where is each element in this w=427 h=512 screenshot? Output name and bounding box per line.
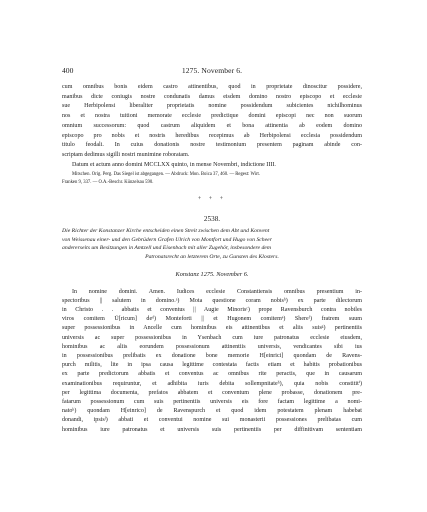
text-line: cum omnibus bonis eidem castro attinentibus, quod in proprietate dinoscitur possidere, bbox=[62, 84, 362, 90]
source-notes bbox=[62, 171, 362, 186]
note-line: Mitschen. Orig. Perg. Das Siegel ist abgegangen. — Abdruck: Mon. Boica 37, 460. — Regest: Wirt. bbox=[72, 172, 261, 178]
charter-text bbox=[62, 83, 362, 170]
section-divider: + + + bbox=[197, 196, 227, 203]
document-summary bbox=[62, 227, 362, 261]
text-line: donandi, ipsisˡ) abbati et conventui nomine sui monasterii possessiones prelibatas cum bbox=[62, 417, 362, 424]
summary-line: andererseits um Besitzungen in Amtzell und Eisenbach mit aller Zugehör, insbesondere dem bbox=[62, 245, 271, 252]
text-line: hominibus iure patronatus et universis suis pertinentiis per diffinitivam sententiam bbox=[62, 426, 362, 433]
text-line: spectoribus || salutem in domino.ᵃ) Mota questione coram nobisᵇ) ex parte dilectorum bbox=[62, 297, 362, 304]
text-line: examinationibus requiruntur, et adhibita iuris debita sollempnitateʰ), quia nobis constititⁱ) bbox=[62, 380, 362, 387]
text-line: universis ac super possessionibus in Ysenbach cum iure patronatus ecclesie eiusdem, bbox=[62, 334, 362, 341]
document-number: 2538. bbox=[203, 215, 221, 224]
text-line: per legittima documenta, prefatos abbatem et conventum plene probasse, donationem pre- bbox=[62, 389, 362, 396]
summary-line: Patronatsrecht an letzterem Orte, zu Gunsten des Klosters. bbox=[145, 253, 279, 260]
running-title: 1275. November 6. bbox=[181, 66, 243, 75]
text-line: scriptam dedimus sigilli nostri munimine roboratam. bbox=[62, 151, 190, 158]
text-line: nos et nostra tuitioni memorate ecclesie predictique domini episcopi nec non suorum bbox=[62, 113, 362, 120]
text-line: in possessionibus prelibatis ex donatione bone memorie H[einrici] quondam de Ravens- bbox=[62, 352, 362, 359]
text-line: fatarum possessionum cum suis pertinentiis universis eis fore factam legittime a nomi- bbox=[62, 398, 362, 405]
text-line: in Christo . . abbatis et conventus || Augie Minorisᶜ) prope Ravensburch contra nobiles bbox=[62, 306, 362, 313]
dateline: Konstanz 1275. November 6. bbox=[175, 270, 249, 278]
text-line: natoᵏ) quondam H[einrico] de Ravenspurch et quod idem potestatem plenam habebat bbox=[62, 408, 362, 415]
document-page bbox=[62, 66, 362, 435]
text-line: viros comitem Ǘ[ricum] deᵈ) Monteforti || et Hugonem comitemᵉ) Shereᶠ) fratrem suum bbox=[62, 316, 362, 323]
summary-line: von Weissenau einer- und den Gebrüdern Grafen Ulrich von Montfort und Hugo von Scheer bbox=[62, 236, 272, 243]
text-line: hominibus ac aliis eorundem possessionum attinentiis universis, vendicantes sibi ius bbox=[62, 343, 362, 350]
datum-line: Datum et actum anno domini MCCLXX quinto, in mense Novembri, indictione IIII. bbox=[72, 161, 276, 168]
page-number: 400 bbox=[62, 66, 74, 75]
text-line: titulo feodali. In cuius donationis nostre testimonium presentem paginam abinde con- bbox=[62, 142, 362, 149]
text-line: sue Herbipolensi liberaliter proprietatis nomine possidendum subicientes nichilhominus bbox=[62, 103, 362, 110]
text-line: manibus dicte coniugis nostre condunatis damus eisdem domino nostro episcopo et ecclesie bbox=[62, 93, 362, 100]
document-text bbox=[62, 288, 362, 435]
note-line: Franken 9, 337. — O.A.-Beschr. Künzelsau 590. bbox=[62, 179, 154, 185]
text-line: ex parte predictorum abbatis et conventus ac omnibus rite peractis, que in causarum bbox=[62, 371, 362, 378]
text-line: purch militis, lite in ipsa causa legittime contestata factis etiam et habitis probationibus bbox=[62, 362, 362, 369]
summary-line: Die Richter der Konstanzer Kirche entscheiden einen Streit zwischen dem Abt und Konvent bbox=[62, 228, 270, 235]
text-line: super possessionibus in Ancelle cum hominibus eis attinentibus et aliis suisᵍ) pertinentiis bbox=[62, 325, 362, 332]
text-line: omnium successorum: quod castrum aliquidem et bona attinentia ab eodem domino bbox=[62, 122, 362, 129]
page-header bbox=[62, 66, 362, 78]
text-line: episcopo pro nobis et nostris heredibus recepimus ab Herbipolensi ecclesia possidendum bbox=[62, 132, 362, 139]
text-line: In nomine domini. Amen. Iudices ecclesie Constantiensis omnibus presentium in- bbox=[72, 288, 362, 295]
